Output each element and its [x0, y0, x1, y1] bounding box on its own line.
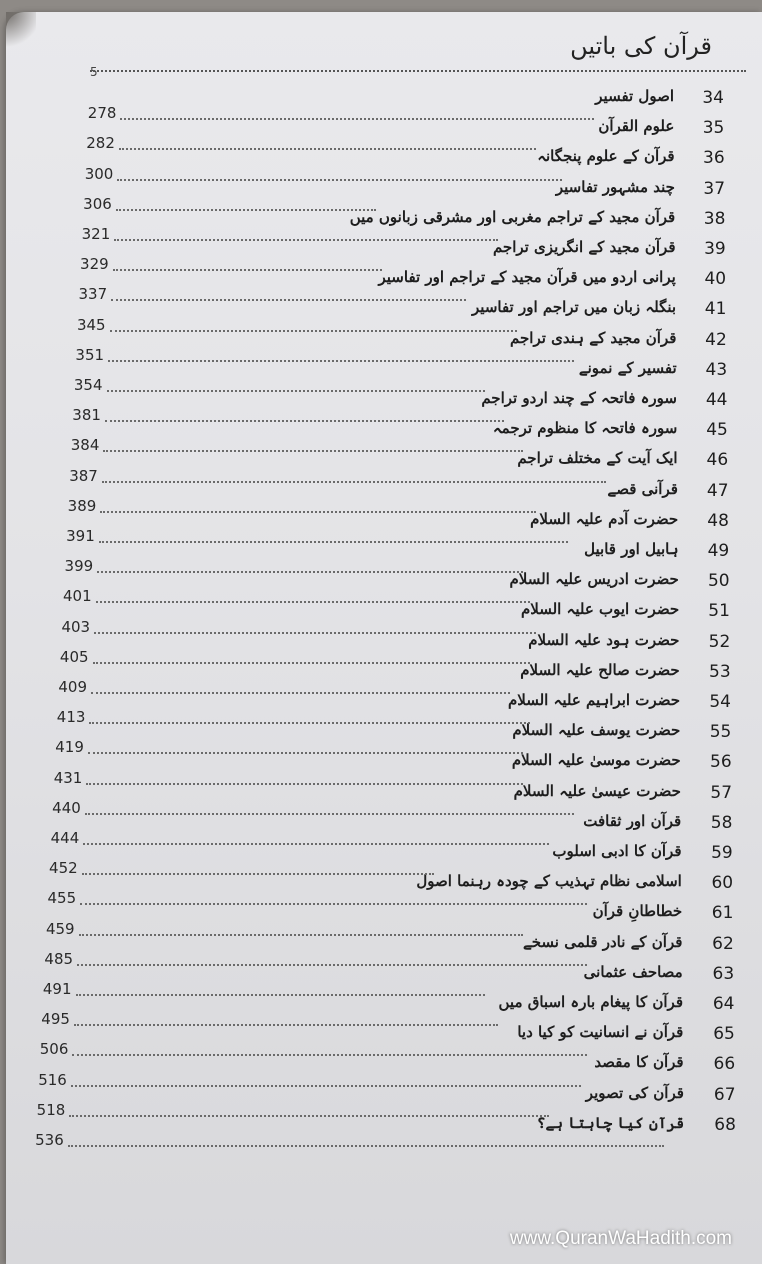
toc-entry-page-number: 536 — [35, 1131, 64, 1149]
toc-entry-page-number: 401 — [63, 587, 92, 606]
toc-dot-leader — [77, 964, 587, 966]
toc-dot-leader — [71, 1085, 581, 1087]
toc-entry-number: 59 — [711, 843, 733, 863]
toc-entry-number: 63 — [712, 963, 735, 984]
toc-entry-page-number: 413 — [56, 708, 86, 727]
toc-entry-number: 58 — [710, 812, 733, 833]
toc-entry-number: 37 — [703, 178, 726, 199]
watermark-text: www.QuranWaHadith.com — [509, 1228, 732, 1249]
toc-dot-leader — [83, 843, 549, 845]
toc-entry-title: قرآن کا پیغام بارہ اسباق میں — [498, 993, 683, 1011]
toc-entry-title: قرآن کا ادبی اسلوب — [552, 842, 682, 860]
toc-entry-page-number: 440 — [52, 798, 81, 817]
toc-dot-leader — [89, 722, 529, 724]
toc-entry-page-number: 389 — [67, 496, 97, 515]
toc-entry-title: حضرت عیسیٰ علیہ السلام — [513, 781, 681, 800]
toc-entry-title: حضرت ابراہیم علیہ السلام — [507, 691, 680, 709]
toc-entry-number: 35 — [702, 118, 725, 139]
toc-entry-number: 34 — [702, 88, 724, 108]
toc-dot-leader — [114, 239, 497, 241]
toc-entry-title: قرآن کے علوم پنجگانہ — [537, 147, 675, 166]
toc-entry-title: ایک آیت کے مختلف تراجم — [517, 449, 678, 468]
toc-entry-title: حضرت یوسف علیہ السلام — [512, 721, 681, 740]
toc-entry-title: پرانی اردو میں قرآن مجید کے تراجم اور تفاسیر — [378, 268, 676, 287]
toc-entry-title: قرآن نے انسانیت کو کیا دیا — [517, 1023, 684, 1042]
toc-dot-leader — [79, 934, 524, 936]
toc-entry-number: 61 — [711, 903, 734, 924]
toc-entry-number: 64 — [712, 994, 735, 1014]
toc-entry-page-number: 381 — [72, 406, 101, 425]
toc-dot-leader — [74, 1024, 498, 1026]
toc-entry-number: 56 — [710, 752, 732, 773]
toc-dot-leader — [80, 903, 587, 905]
toc-entry-number: 60 — [711, 873, 734, 894]
toc-dot-leader — [105, 420, 504, 422]
toc-entry-page-number: 516 — [38, 1070, 67, 1089]
toc-dot-leader — [117, 179, 561, 181]
toc-dot-leader — [82, 873, 434, 875]
toc-entry-page-number: 444 — [50, 829, 80, 847]
toc-entry-number: 66 — [713, 1054, 736, 1075]
toc-entry-title: اسلامی نظام تہذیب کے چودہ رہنما اصول — [416, 872, 682, 891]
toc-entry-page-number: 491 — [42, 980, 72, 998]
header-dotted-rule — [90, 70, 746, 72]
toc-dot-leader — [86, 783, 523, 785]
toc-dot-leader — [99, 541, 568, 543]
toc-dot-leader — [108, 360, 574, 362]
toc-dot-leader — [69, 1115, 549, 1117]
toc-entry-title: علوم القرآن — [598, 117, 675, 136]
toc-entry-number: 55 — [709, 722, 732, 743]
toc-entry-number: 43 — [705, 359, 728, 380]
toc-entry-page-number: 278 — [87, 104, 117, 123]
toc-entry-page-number: 455 — [47, 889, 77, 908]
toc-entry-title: حضرت موسیٰ علیہ السلام — [511, 751, 681, 770]
toc-entry-page-number: 459 — [45, 919, 75, 938]
toc-entry-title: سورہ فاتحہ کا منظوم ترجمہ — [492, 419, 678, 438]
toc-dot-leader — [111, 299, 465, 301]
toc-dot-leader — [100, 511, 536, 513]
toc-dot-leader — [103, 450, 523, 452]
toc-entry-page-number: 518 — [36, 1100, 66, 1119]
toc-entry-page-number: 452 — [49, 859, 78, 878]
toc-entry-title: قرآنی قصے — [607, 479, 678, 498]
toc-entry-number: 49 — [707, 541, 730, 561]
toc-dot-leader — [113, 269, 383, 271]
toc-entry-number: 62 — [712, 933, 734, 954]
toc-entry-page-number: 495 — [41, 1010, 70, 1029]
toc-dot-leader — [119, 148, 536, 150]
toc-entry-page-number: 485 — [44, 949, 74, 968]
toc-entry-number: 48 — [707, 510, 729, 531]
toc-entry-number: 68 — [714, 1114, 736, 1135]
toc-entry-number: 65 — [713, 1024, 735, 1045]
toc-entry-title: قرآن اور ثقافت — [583, 811, 682, 830]
toc-entry-page-number: 329 — [80, 255, 109, 274]
toc-entry-number: 40 — [704, 269, 727, 290]
toc-entry-title: حضرت ہود علیہ السلام — [528, 630, 680, 649]
toc-entry-number: 45 — [706, 420, 728, 441]
toc-entry-number: 53 — [709, 661, 731, 682]
toc-entry-title: قرآن کیا چاہتا ہے؟ — [536, 1113, 685, 1132]
toc-entry-number: 52 — [708, 631, 731, 652]
toc-entry-number: 54 — [709, 692, 731, 712]
toc-entry-page-number: 384 — [70, 436, 100, 455]
toc-entry-page-number: 405 — [59, 647, 89, 666]
toc-entry-number: 42 — [705, 329, 727, 350]
toc-entry-number: 36 — [703, 148, 725, 169]
toc-entry-page-number: 321 — [81, 225, 111, 243]
toc-entry-title: ہابیل اور قابیل — [584, 540, 679, 558]
toc-entry-page-number: 403 — [61, 617, 91, 636]
toc-dot-leader — [72, 1054, 587, 1056]
toc-dot-leader — [120, 118, 593, 120]
toc-entry-number: 39 — [704, 239, 726, 259]
toc-entry-number: 50 — [707, 571, 730, 592]
toc-entry-number: 57 — [710, 782, 733, 803]
toc-entry-number: 67 — [713, 1084, 736, 1105]
toc-entry-page-number: 306 — [83, 194, 112, 213]
page-corner-shadow — [6, 12, 36, 52]
toc-entry-title: قرآن کا مقصد — [594, 1053, 684, 1072]
toc-entry-title: قرآن کی تصویر — [585, 1083, 684, 1102]
toc-entry-number: 44 — [705, 390, 728, 410]
toc-entry-number: 47 — [706, 480, 729, 501]
toc-entry-page-number: 345 — [76, 315, 106, 334]
toc-dot-leader — [110, 330, 517, 332]
toc-entry-page-number: 337 — [78, 285, 108, 304]
toc-entry-title: حضرت صالح علیہ السلام — [520, 660, 680, 679]
toc-dot-leader — [68, 1145, 664, 1147]
toc-entry-number: 41 — [704, 299, 727, 320]
toc-entry-title: خطاطانِ قرآن — [592, 902, 683, 921]
toc-entry-page-number: 282 — [86, 134, 115, 153]
toc-dot-leader — [116, 209, 376, 211]
header-page-marker: 5 — [90, 65, 98, 79]
toc-entry-title: قرآن کے نادر قلمی نسخے — [522, 932, 683, 951]
toc-dot-leader — [76, 994, 485, 996]
toc-dot-leader — [94, 632, 536, 634]
toc-entry-title: حضرت ادریس علیہ السلام — [509, 570, 679, 589]
toc-entry-title: حضرت آدم علیہ السلام — [530, 509, 679, 528]
toc-entry-number: 51 — [708, 601, 730, 622]
toc-dot-leader — [102, 481, 607, 483]
toc-entry-title: اصول تفسیر — [595, 87, 674, 105]
toc-entry-page-number: 351 — [75, 345, 105, 364]
toc-entry-number: 38 — [703, 208, 726, 229]
toc-entry-title: سورہ فاتحہ کے چند اردو تراجم — [481, 389, 677, 407]
toc-entry-title: حضرت ایوب علیہ السلام — [520, 600, 680, 619]
toc-dot-leader — [85, 813, 575, 815]
toc-dot-leader — [93, 662, 530, 664]
toc-entry-title: قرآن مجید کے تراجم مغربی اور مشرقی زبانوں میں — [349, 207, 676, 226]
toc-dot-leader — [97, 571, 523, 573]
toc-entry-page-number: 506 — [39, 1040, 69, 1059]
toc-dot-leader — [91, 692, 510, 694]
book-page — [6, 12, 762, 1264]
toc-entry-page-number: 354 — [73, 376, 103, 394]
toc-entry-title: چند مشہور تفاسیر — [555, 177, 675, 196]
toc-entry-page-number: 399 — [64, 557, 94, 576]
running-header-title: قرآن کی باتیں — [570, 32, 712, 60]
toc-entry-title: مصاحف عثمانی — [583, 962, 683, 981]
toc-entry-page-number: 419 — [55, 738, 84, 757]
toc-dot-leader — [88, 752, 523, 754]
toc-entry-page-number: 409 — [58, 678, 87, 696]
toc-entry-title: تفسیر کے نمونے — [578, 358, 677, 377]
toc-entry-page-number: 387 — [69, 466, 98, 485]
toc-entry-page-number: 431 — [53, 768, 83, 787]
toc-dot-leader — [96, 601, 530, 603]
toc-entry-title: قرآن مجید کے انگریزی تراجم — [492, 238, 676, 256]
toc-dot-leader — [107, 390, 485, 392]
toc-entry-page-number: 391 — [66, 527, 95, 545]
toc-entry-title: بنگلہ زبان میں تراجم اور تفاسیر — [472, 298, 677, 317]
toc-entry-number: 46 — [706, 450, 729, 471]
toc-entry-page-number: 300 — [84, 164, 114, 183]
toc-entry-title: قرآن مجید کے ہندی تراجم — [510, 328, 677, 347]
